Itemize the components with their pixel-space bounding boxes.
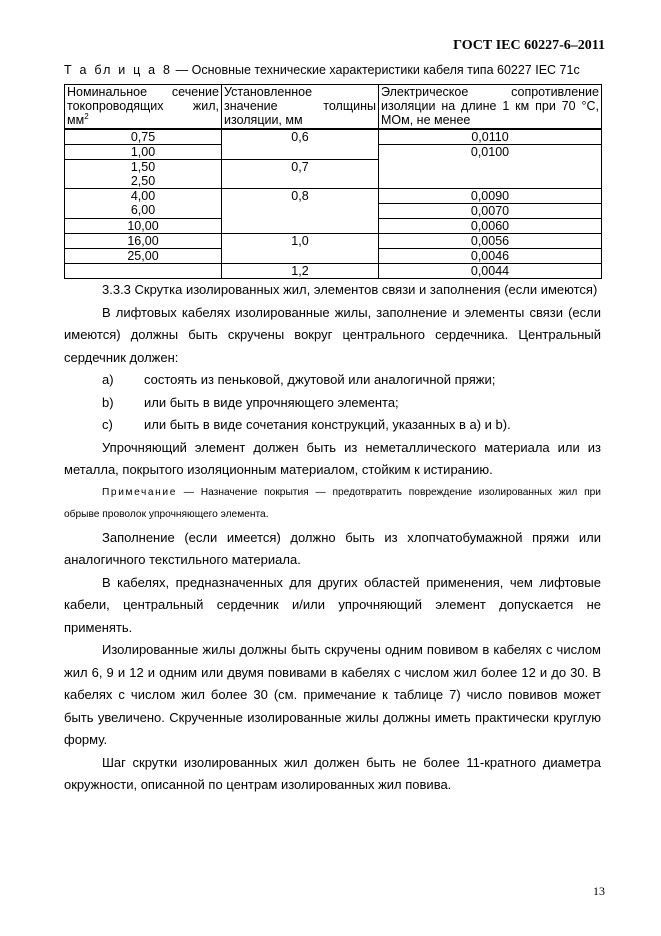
cell-resistance: 0,0044 [379,264,602,279]
header-unit-sup: 2 [84,111,89,121]
paragraph: Заполнение (если имеется) должно быть из хлопчатобумажной пряжи или аналогичного текстильного материала. [64,529,601,567]
header-thickness-line: Установленное [224,85,313,99]
list-text: или быть в виде упрочняющего элемента; [144,394,399,410]
header-thickness-line: изоляции, мм [224,113,303,127]
header-thickness-line: значение толщины [224,99,376,113]
cell-section: 0,75 [65,129,222,145]
table-caption-label: Т а бл и ц а 8 [64,63,173,77]
page-number: 13 [593,884,605,898]
paragraph: Изолированные жилы должны быть скручены одним повивом в кабелях с числом жил 6, 9 и 12 и одним или двумя повивами в кабелях с числом жил более 12 и до 30. В кабелях с числом жил более 30 (см. примечание к таблице 7) число повивов может быть увеличено. Скрученные изолированные жилы должны иметь практически круглую форму. [64,642,601,747]
standard-code: ГОСТ IEC 60227-6–2011 [453,38,605,53]
cell-section: 16,00 [65,234,222,249]
cell-section: 1,00 [65,145,222,160]
list-text: или быть в виде сочетания конструкций, указанных в а) и b). [144,417,511,432]
cell-resistance: 0,0070 [379,204,602,219]
cell-section [65,264,222,279]
cell-thickness: 0,7 [222,160,379,189]
cell-section-merged [65,160,222,189]
cell-section: 2,50 [130,174,156,188]
list-marker: c) [102,417,113,432]
paragraph: Упрочняющий элемент должен быть из неметаллического материала или из металла, покрытого изоляционным материалом, стойким к истиранию. [64,439,601,477]
cell-thickness: 0,8 [222,189,379,234]
header-cross-section-line: токопроводящих жил, [67,99,219,113]
cell-resistance: 0,0060 [379,219,602,234]
table-row [65,129,602,145]
paragraph: В лифтовых кабелях изолированные жилы, заполнение и элементы связи (если имеются) должны быть скручены вокруг центрального сердечника. Центральный сердечник должен: [64,304,601,365]
header-insulation-resistance [379,85,602,130]
cell-section: 6,00 [130,203,156,217]
list-item [64,414,601,437]
cell-section: 4,00 [130,189,156,203]
header-resistance-line: Электрическое сопротивление [381,85,599,99]
table-header-row [65,85,602,130]
header-cross-section-unit [67,113,219,127]
list-item [64,369,601,392]
cell-thickness: 1,2 [222,264,379,279]
header-resistance-line: МОм, не менее [381,113,471,127]
cell-section: 1,50 [130,160,156,174]
cell-resistance: 0,0056 [379,234,602,249]
cell-section-merged [65,189,222,219]
cell-thickness: 1,0 [222,234,379,264]
table-row [65,234,602,249]
list-item [64,392,601,415]
cell-resistance: 0,0110 [379,129,602,145]
paragraph: В кабелях, предназначенных для других областей применения, чем лифтовые кабели, центральный сердечник и/или упрочняющий элемент допускается не применять. [64,574,601,635]
header-insulation-thickness [222,85,379,130]
table-row [65,264,602,279]
cell-resistance: 0,0046 [379,249,602,264]
list-text: состоять из пеньковой, джутовой или аналогичной пряжи; [144,372,496,387]
specs-table [64,84,602,279]
list-marker: a) [102,372,114,387]
header-resistance-line: изоляции на длине 1 км при 70 °С, [381,99,599,113]
table-row [65,189,602,204]
header-unit-text: мм [67,113,85,127]
header-cross-section-line: Номинальное сечение [67,85,219,99]
table-caption [64,63,580,77]
note-text: — Назначение покрытия — предотвратить повреждение изолированных жил при обрыве проволок упрочняющего элемента. [64,486,601,520]
cell-thickness: 0,6 [222,129,379,160]
paragraph: Шаг скрутки изолированных жил должен быть не более 11-кратного диаметра окружности, описанной по центрам изолированных жил повива. [64,754,601,792]
cell-section: 10,00 [65,219,222,234]
body-text [64,279,601,797]
note [64,482,601,527]
clause-heading: 3.3.3 Скрутка изолированных жил, элементов связи и заполнения (если имеются) [102,282,598,297]
list-marker: b) [102,394,114,410]
note-label: Примечание [102,486,177,498]
cell-resistance: 0,0090 [379,189,602,204]
table-caption-text: — Основные технические характеристики кабеля типа 60227 IEC 71c [172,63,580,77]
cell-section: 25,00 [65,249,222,264]
header-cross-section [65,85,222,130]
cell-resistance: 0,0100 [379,145,602,189]
